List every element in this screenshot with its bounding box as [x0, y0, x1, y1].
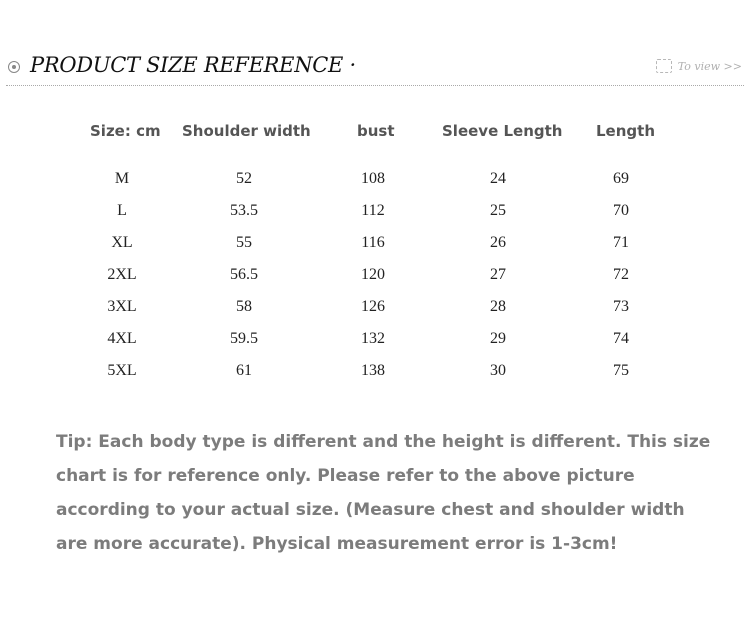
table-cell: 26: [490, 234, 506, 251]
table-cell: XL: [111, 234, 133, 251]
table-cell: 25: [490, 202, 506, 219]
size-tip-note: [56, 425, 736, 561]
column-header-size: Size: cm: [90, 122, 161, 140]
table-cell: 126: [361, 298, 385, 315]
table-cell: 28: [490, 298, 506, 315]
table-cell: 58: [236, 298, 252, 315]
table-cell: 73: [613, 298, 629, 315]
table-cell: 53.5: [230, 202, 258, 219]
table-cell: 74: [613, 330, 629, 347]
table-cell: 116: [361, 234, 385, 251]
tip-line: Tip: Each body type is different and the height is different. This size: [56, 432, 711, 452]
target-circle-icon: [8, 61, 20, 73]
table-cell: 108: [361, 170, 385, 187]
section-header: [6, 50, 744, 88]
table-cell: 4XL: [107, 330, 137, 347]
column-header-sleeve: Sleeve Length: [442, 122, 563, 140]
view-icon[interactable]: [656, 59, 672, 73]
table-cell: 30: [490, 362, 506, 379]
table-cell: 2XL: [107, 266, 137, 283]
table-cell: 75: [613, 362, 629, 379]
table-cell: 59.5: [230, 330, 258, 347]
table-cell: 72: [613, 266, 629, 283]
column-header-length: Length: [596, 122, 655, 140]
table-cell: L: [117, 202, 127, 219]
table-cell: 5XL: [107, 362, 137, 379]
table-cell: M: [114, 170, 130, 187]
table-cell: 112: [361, 202, 385, 219]
table-cell: 61: [236, 362, 252, 379]
table-cell: 120: [361, 266, 385, 283]
tip-line: chart is for reference only. Please refer to the above picture: [56, 466, 635, 486]
section-title: PRODUCT SIZE REFERENCE ·: [30, 53, 356, 77]
table-cell: 71: [613, 234, 629, 251]
column-header-bust: bust: [357, 122, 395, 140]
table-cell: 69: [613, 170, 629, 187]
table-cell: 56.5: [230, 266, 258, 283]
header-divider: [6, 85, 744, 86]
tip-line: according to your actual size. (Measure chest and shoulder width: [56, 500, 685, 520]
column-header-shoulder: Shoulder width: [182, 122, 311, 140]
table-cell: 52: [236, 170, 252, 187]
table-cell: 70: [613, 202, 629, 219]
table-cell: 27: [490, 266, 506, 283]
table-cell: 3XL: [107, 298, 137, 315]
table-cell: 29: [490, 330, 506, 347]
tip-line: are more accurate). Physical measurement error is 1-3cm!: [56, 534, 618, 554]
table-cell: 55: [236, 234, 252, 251]
to-view-link[interactable]: To view >>: [677, 60, 742, 73]
table-cell: 24: [490, 170, 506, 187]
table-cell: 138: [361, 362, 385, 379]
table-cell: 132: [361, 330, 385, 347]
